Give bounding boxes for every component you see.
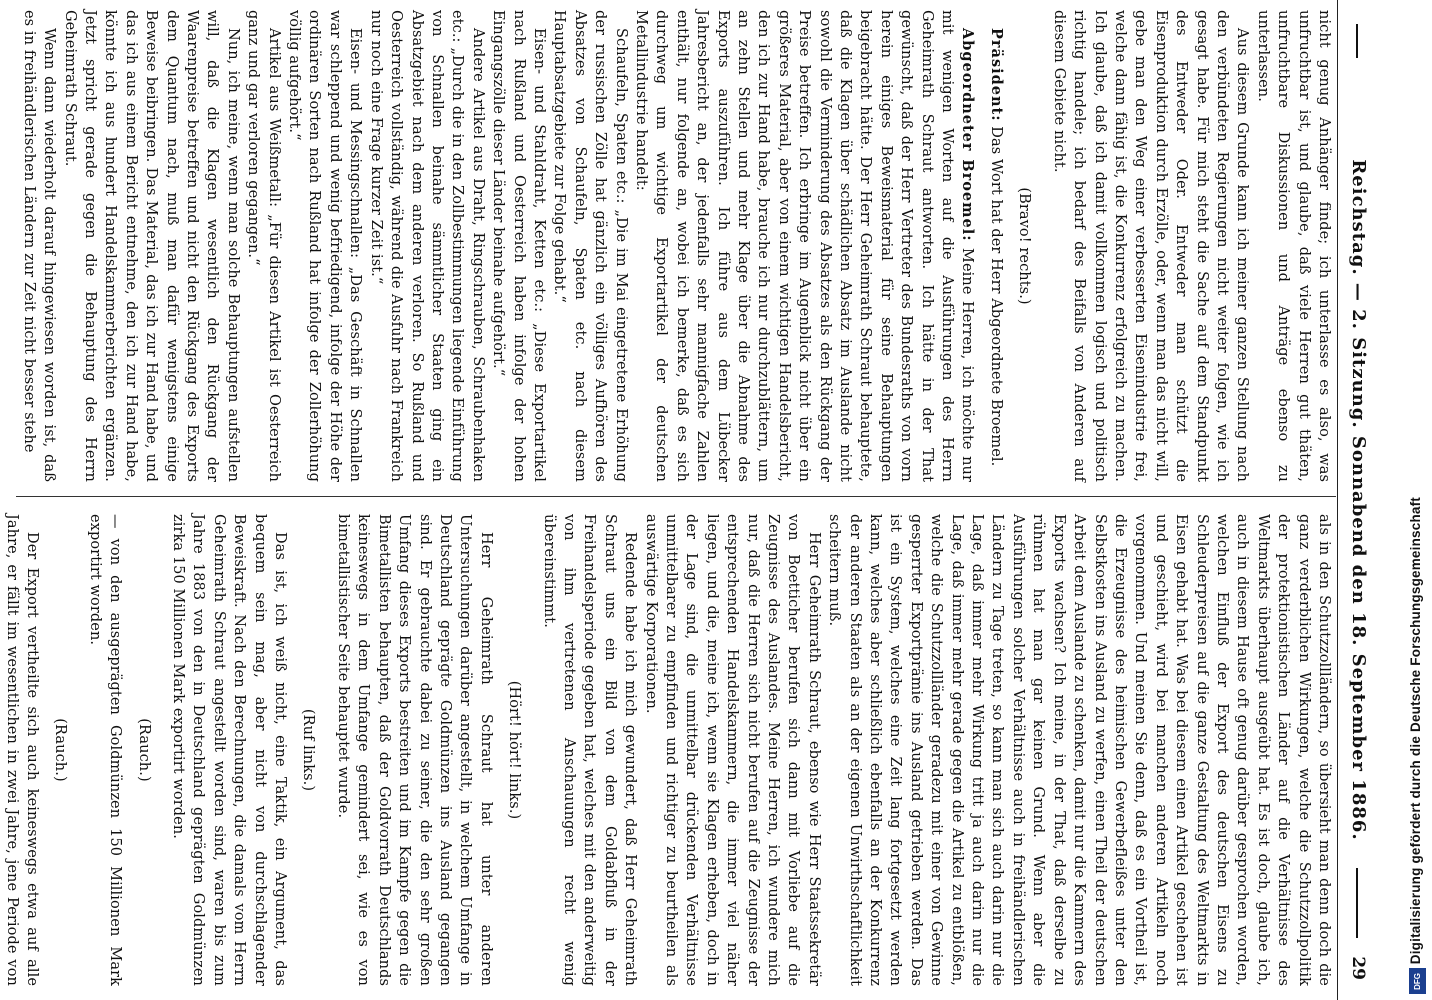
header-right-rule bbox=[1356, 868, 1358, 938]
speech-text: Meine Herren, ich möchte nur mit wenigen Worten auf die Ausführungen des Herrn Geheimrath Schraut antworten. Ich hätte in der That gewünscht, daß der Herr Vertreter des Bundesraths von vorn herein einiges Beweismaterial für seine Behauptungen beigebracht hätte. Der Herr Geheimrath Schraut behauptete, daß die Klagen über schädlichen Absatz im Auslande nicht sowohl die Verminderung des Absatzes als den Rückgang der Preise betreffen. Ich erbringe im Augenblick nicht über ein größeres Material, aber von einem wichtigen Handelsbericht, den ich zur Hand habe, brauche ich nur durchzublättern, um an zehn Stellen und mehr Klage über die Abnahme des Exports auszuführen. Ich führe aus dem Lübecker Jahresbericht an, der jedenfalls sehr mannigfache Zahlen enthält, nur folgende an, wobei ich bemerke, daß es sich durchweg um wichtige Exportartikel der deutschen Metallindustrie handelt: bbox=[633, 10, 976, 482]
speech-text: Das Wort hat der Herr Abgeordnete Broemel. bbox=[987, 126, 1004, 467]
paragraph: Wenn dann wiederholt darauf hingewiesen worden ist, daß es in freihändlerischen Ländern zur Zeit nicht besser stehe bbox=[20, 10, 58, 482]
column-divider bbox=[16, 496, 1336, 497]
digitization-credit-bar bbox=[1404, 0, 1432, 1000]
dfg-logo-icon bbox=[1409, 968, 1426, 994]
speech-paragraph bbox=[986, 10, 1006, 482]
quote-paragraph: Andere Artikel aus Draht, Ringschrauben, Schraubenhaken etc.: „Durch die in den Zollbestimmungen liegende Einführung von Schnallen beinahe sämmtlicher Staaten ging ein Absatzgebiet nach dem anderen verloren. So Rußland und Oesterreich vollständig, während die Ausfuhr nach Frankreich nur noch eine Frage kurzer Zeit ist.“ bbox=[367, 10, 486, 482]
quote-paragraph: Artikel aus Weißmetall: „Für diesen Artikel ist Oesterreich ganz und gar verloren gegangen.“ bbox=[245, 10, 282, 482]
page-header bbox=[1342, 0, 1372, 1000]
running-title: Reichstag. — 2. Sitzung. Sonnabend den 18. September 1886. bbox=[1348, 159, 1369, 841]
right-column bbox=[3, 514, 1334, 986]
paragraph: Das ist, ich weiß nicht, eine Taktik, ein Argument, das bequem sein mag, aber nicht von durchschlagender Beweiskraft. Nach den Berechnungen, die damals vom Herrn Geheimrath Schraut angestellt worden sind, waren bis zum Jahre 1883 von den in Deutschland geprägten Goldmünzen zirka 150 Millionen Mark exportirt worden. bbox=[170, 514, 289, 986]
speaker-name: Abgeordneter Broemel: bbox=[959, 28, 977, 242]
paragraph: Der Export vertheilte sich auch keineswegs etwa auf alle Jahre, er fällt im wesentlichen in zwei Jahre, jene Periode von bbox=[3, 514, 41, 986]
funding-credit-text: Digitalisierung gefördert durch die Deutsche Forschungsgemeinschaft bbox=[1408, 496, 1423, 964]
paragraph: Herr Geheimrath Schraut hat unter anderen Untersuchungen darüber angestellt, in welchem Umfange in Deutschland geprägte Goldmünzen ins Ausland gegangen sind. Er gebrauchte dabei zu seiner, die den sehr großen Umfang dieses Exports bestreiten und im Kampfe gegen die Bimetallisten behaupten, daß der Goldvorrath Deutschlands keineswegs in dem Umfange gemindert sei, wie es von bimetallistischer Seite behauptet wurde. bbox=[334, 514, 494, 986]
left-column bbox=[14, 10, 1334, 482]
paragraph: Herr Geheimrath Schraut, ebenso wie Herr Staatssekretär von Boetticher berufen sich dann mit Vorliebe auf die Zeugnisse des Auslandes. Meine Herren, ich wundere mich nur, daß die Herren sich nicht berufen auf die Zeugnisse der entsprechenden Handelskammern, die immer viel näher liegen, und die, meine ich, wenn sie Klagen erheben, doch in der Lage sind, die unmittelbar drückenden Verhältnisse unmittelbarer zu empfinden und richtiger zu beurtheilen als auswärtige Korporationen. bbox=[642, 514, 822, 986]
quote-paragraph: Eisen- und Stahldraht, Ketten etc.: „Diese Exportartikel nach Rußland und Oesterreich haben infolge der hohen Eingangszölle dieser Länder beinahe aufgehört.“ bbox=[490, 10, 547, 482]
stage-direction: (Hört! hört! links.) bbox=[506, 680, 523, 820]
logo-text: DFG bbox=[1413, 972, 1422, 990]
paragraph: — von den ausgeprägten Goldmünzen 150 Millionen Mark exportirt worden. bbox=[86, 514, 124, 986]
paragraph: Redende habe ich mich gewundert, daß Herr Geheimrath Schraut uns ein Bild von dem Goldabfluß in der Freihandelsperiode gegeben hat, welches mit den anderweitig von ihm vertretenen Anschauungen recht wenig übereinstimmt. bbox=[540, 514, 639, 986]
quote-paragraph: Schaufeln, Spaten etc.: „Die im Mai eingetretene Erhöhung der russischen Zölle hat gänzlich ein völliges Aufhören des Absatzes von Schaufeln, Spaten etc. nach diesem Hauptabsatzgebiete zur Folge gehabt.“ bbox=[551, 10, 629, 482]
paragraph: als in den Schutzzollländern, so übersieht man denn doch die ganz verderblichen Wirkungen, welche die Schutzzollpolitik der protektionistischen Länder auf die Verhältnisse des Weltmarkts überhaupt ausgeübt hat. Es ist doch, glaube ich, auch in diesem Hause oft genug darüber gesprochen worden, welchen Einfluß der Export des deutschen Eisens zu Schleuderpreisen auf die ganze Gestaltung des Weltmarkts in Eisen gehabt hat. Was bei diesem einen Artikel geschehen ist und geschieht, wird bei manchen anderen Artikeln noch vorgenommen. Und meinen Sie denn, daß es ein Vortheil ist, die Erzeugnisse des heimischen Gewerbefleißes unter den Selbstkosten ins Ausland zu werfen, einen Theil der deutschen Arbeit dem Auslande zu schenken, damit nur die Kammern des Exports wachsen? Ich meine, in der That, daß derselbe zu rühmen hat man gar keinen Grund. Wenn aber die Ausführungen solcher Verhältnisse auch in freihändlerischen Ländern zu Tage treten, so kann man sich auch darin nur die Lage, daß immer mehr Wirkung tritt ja auch darin nur die Lage, daß immer mehr gerade gegen die Artikel zu entblößen, welche die Schutzzollländer geradezu mit einer von Gewinne gesperrter Exportprämie ins Ausland getrieben werden. Das ist ein System, welches eine Zeit lang fortgesetzt werden kann, welches aber schließlich ebenfalls an der Konkurrenz der anderen Staaten als an der eigenen Unwirthschaftlichkeit scheitern muß. bbox=[826, 514, 1332, 986]
page-number: 29 bbox=[1348, 956, 1368, 980]
speaker-name: Präsident: bbox=[987, 28, 1005, 122]
paragraph: nicht genug Anhänger finde; ich unterlasse es also, was unfruchtbar ist, und glaube, daß viele Herren gut thäten, unfruchtbare Diskussionen und Anträge ebenso zu unterlassen. bbox=[1254, 10, 1332, 482]
stage-direction: (Rauch.) bbox=[135, 718, 152, 782]
speech-paragraph bbox=[631, 10, 978, 482]
quote-paragraph: Eisen- und Messingschnallen: „Das Geschäft in Schnallen war schleppend und wenig befriedigend, infolge der Höhe der ordinären Sorten nach Rußland hat infolge der Zollerhöhung völlig aufgehört.“ bbox=[286, 10, 364, 482]
paragraph: Nun, ich meine, wenn man solche Behauptungen aufstellen will, daß die Klagen wesentlich den Rückgang der Waarenpreise betreffen und nicht den Rückgang des Exports dem Quantum nach, muß man dafür wenigstens einige Beweise beibringen. Das Material, das ich zur Hand habe, und das ich aus einem Bericht entnehme, den ich zur Hand habe, könnte ich aus hundert Handelskammerberichten ergänzen. Jetzt spricht gerade gegen die Behauptung des Herrn Geheimrath Schraut. bbox=[61, 10, 241, 482]
paragraph: Aus diesem Grunde kann ich meiner ganzen Stellung nach den verbündeten Regierungen nicht weiter folgen, wie ich gesagt habe. Für mich steht die Sache auf dem Standpunkt des Entweder Oder. Entweder man schützt die Eisenproduktion durch Erzölle, oder, wenn man das nicht will, gebe man den Weg einer verbesserten Eisenindustrie frei, welche dann fähig ist, die Konkurrenz erfolgreich zu machen. Ich glaube, daß ich damit vollkommen logisch und politisch richtig handele; ich bedarf des Beifalls von Anderen auf diesem Gebiete nicht. bbox=[1050, 10, 1251, 482]
stage-direction: (Rauch.) bbox=[52, 718, 69, 782]
stage-direction: (Ruf links.) bbox=[300, 708, 317, 792]
header-rule bbox=[1337, 0, 1338, 1000]
stage-direction: (Bravo! rechts.) bbox=[1016, 187, 1033, 305]
